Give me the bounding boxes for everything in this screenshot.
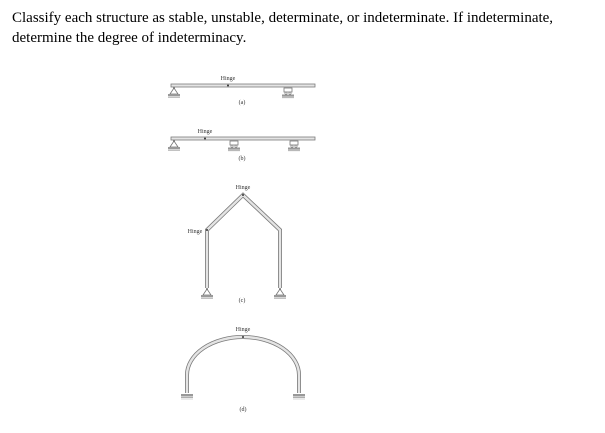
caption-c: (c) <box>238 298 246 304</box>
pin-support-b <box>168 140 180 150</box>
roller-support-a <box>282 88 294 98</box>
hinge-top-c <box>242 194 244 196</box>
structure-b <box>168 129 315 162</box>
hinge-left-label-c: Hinge <box>187 229 203 235</box>
beam-a <box>171 84 315 87</box>
hinge-top-label-c: Hinge <box>235 185 251 191</box>
pin-support-c-left <box>201 288 213 298</box>
caption-d: (d) <box>239 407 247 413</box>
structure-c <box>188 185 286 304</box>
beam-b <box>171 137 315 140</box>
pin-support-c-right <box>274 288 286 298</box>
hinge-label-d: Hinge <box>235 327 251 333</box>
hinge-label-b: Hinge <box>197 129 213 135</box>
caption-a: (a) <box>238 100 246 106</box>
pin-support-a <box>168 87 180 97</box>
structure-a <box>168 76 315 106</box>
hinge-d <box>242 336 244 338</box>
caption-b: (b) <box>238 156 246 162</box>
roller-support-b-2 <box>288 141 300 151</box>
roller-support-b-1 <box>228 141 240 151</box>
question-text: Classify each structure as stable, unstable, determinate, or indeterminate. If indeterminate, determine the degree of indeterminacy. <box>12 10 554 46</box>
arch-d <box>187 337 299 393</box>
fixed-support-d-left <box>181 394 193 399</box>
hinge-b <box>204 138 206 140</box>
frame-outline-c <box>207 195 280 288</box>
hinge-label-a: Hinge <box>220 76 236 82</box>
hinge-left-c <box>206 229 208 231</box>
arch-outline-d <box>187 337 299 393</box>
hinge-a <box>227 85 229 87</box>
structure-d <box>181 327 305 413</box>
frame-c <box>207 195 280 288</box>
fixed-support-d-right <box>293 394 305 399</box>
